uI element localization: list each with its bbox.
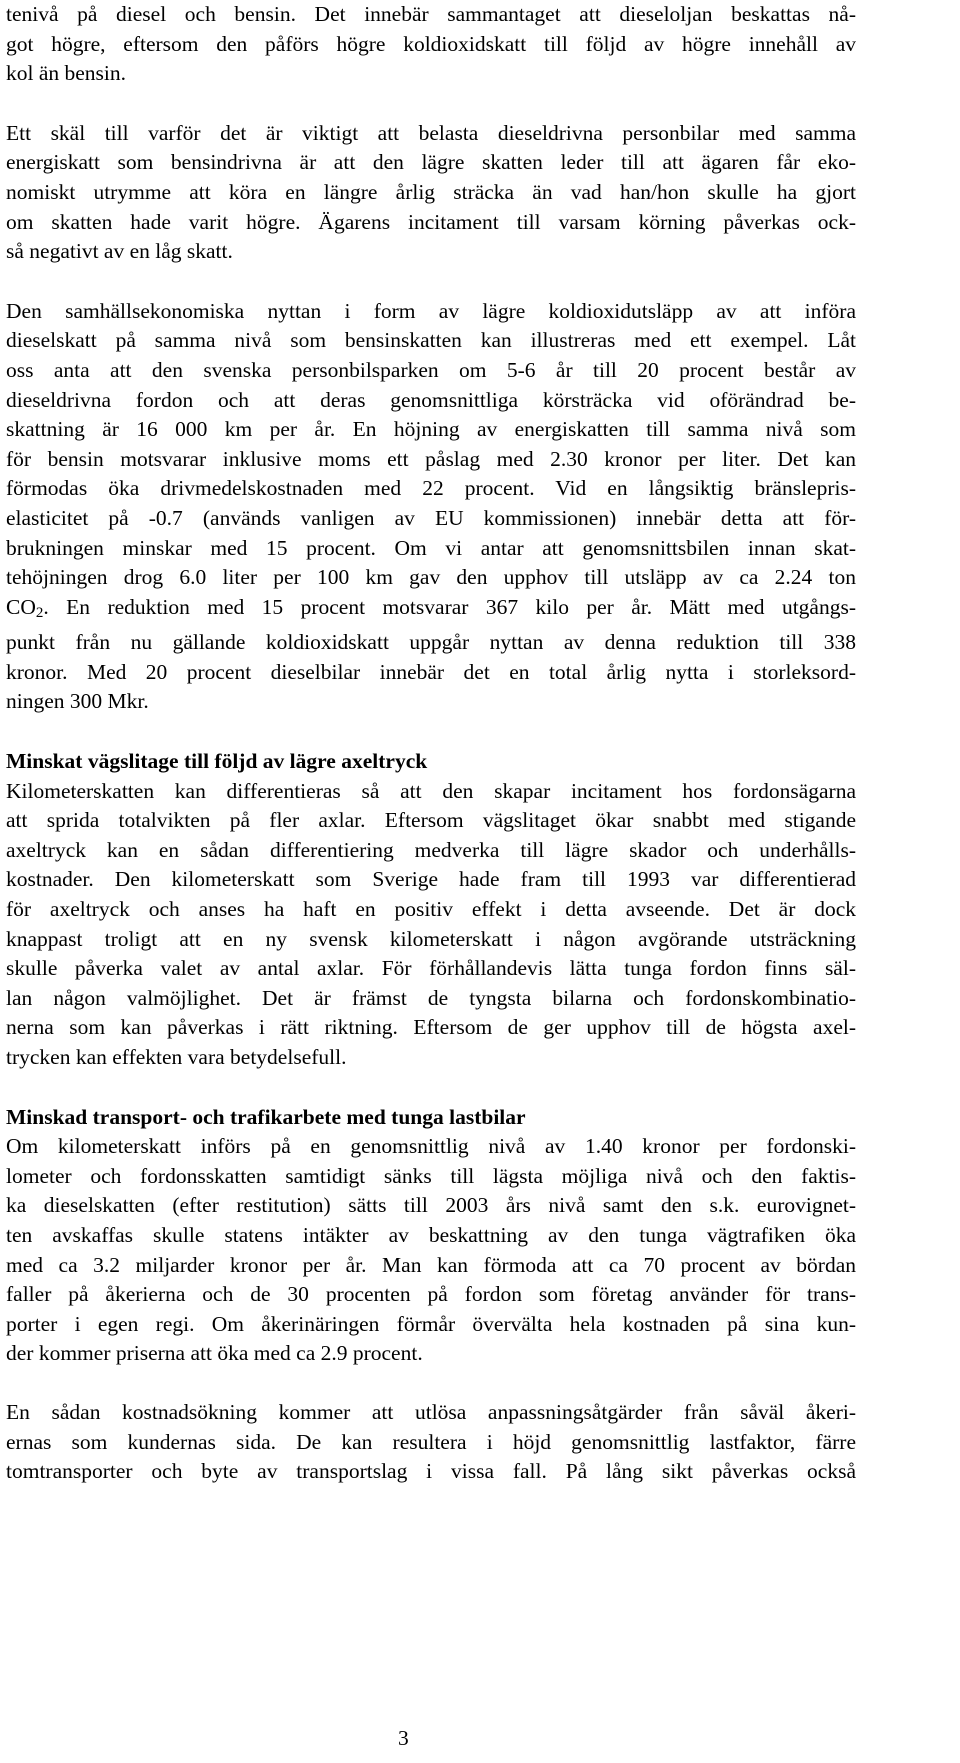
paragraph-gap: [6, 1073, 856, 1103]
text-line: tenivå på diesel och bensin. Det innebär sammantaget att dieseloljan beskattas nå-: [6, 2, 856, 26]
text-line: kronor. Med 20 procent dieselbilar innebär det en total årlig nytta i storleksord-: [6, 659, 856, 684]
text-line: dieseldrivna fordon och att deras genomsnittliga körsträcka vid oförändrad be-: [6, 387, 856, 412]
paragraph-road-wear: [6, 777, 856, 1073]
text-line: ningen 300 Mkr.: [6, 689, 149, 714]
text-line: lan någon valmöjlighet. Det är främst de tyngsta bilarna och fordonskombinatio-: [6, 985, 856, 1010]
text-line: så negativt av en låg skatt.: [6, 239, 233, 264]
text-line: axeltryck kan en sådan differentiering medverka till lägre skador och underhålls-: [6, 837, 856, 862]
text-line: dieselskatt på samma nivå som bensinskatten kan illustreras med ett exempel. Låt: [6, 328, 856, 353]
paragraph-gap: [6, 267, 856, 297]
paragraph-gap: [6, 89, 856, 119]
text-line: elasticitet på -0.7 (används vanligen av EU kommissionen) innebär detta att för-: [6, 505, 856, 530]
text-line: Om kilometerskatt införs på en genomsnittlig nivå av 1.40 kronor per fordonski-: [6, 1134, 856, 1159]
section-heading-road-wear: Minskat vägslitage till följd av lägre axeltryck: [6, 749, 428, 774]
text-line: tehöjningen drog 6.0 liter per 100 km gav den upphov till utsläpp av ca 2.24 ton: [6, 565, 856, 590]
text-line: för bensin motsvarar inklusive moms ett påslag med 2.30 kronor per liter. Det kan: [6, 446, 856, 471]
text-line: ernas som kundernas sida. De kan resultera i höjd genomsnittlig lastfaktor, färre: [6, 1429, 856, 1454]
paragraph-km-tax: [6, 1132, 856, 1369]
text-line: skulle påverka valet av antal axlar. För förhållandevis lätta tunga fordon finns säl-: [6, 956, 856, 981]
text-line: med ca 3.2 miljarder kronor per år. Man kan förmoda att ca 70 procent av bördan: [6, 1252, 856, 1277]
text-line: brukningen minskar med 15 procent. Om vi antar att genomsnittsbilen innan skat-: [6, 535, 856, 560]
text-line: kostnader. Den kilometerskatt som Sverige hade fram till 1993 var differentierad: [6, 867, 856, 892]
text-line: Kilometerskatten kan differentieras så att den skapar incitament hos fordonsägarna: [6, 778, 856, 803]
co2-chemical-symbol: CO: [6, 594, 36, 619]
text-line: Den samhällsekonomiska nyttan i form av lägre koldioxidutsläpp av att införa: [6, 298, 856, 323]
text-line: ka dieselskatten (efter restitution) sätts till 2003 års nivå samt den s.k. eurovignet-: [6, 1193, 856, 1218]
document-page: [6, 0, 856, 1487]
text-line: trycken kan effekten vara betydelsefull.: [6, 1045, 347, 1069]
text-line: att sprida totalvikten på fler axlar. Eftersom vägslitaget ökar snabbt med stigande: [6, 808, 856, 833]
text-line: förmodas öka drivmedelskostnaden med 22 procent. Vid en långsiktig bränslepris-: [6, 476, 856, 501]
text-line: energiskatt som bensindrivna är att den lägre skatten leder till att ägaren får eko-: [6, 150, 856, 175]
text-line: kol än bensin.: [6, 61, 127, 86]
text-line: nomiskt utrymme att köra en längre årlig sträcka än vad han/hon skulle ha gjort: [6, 179, 856, 204]
text-line: nerna som kan påverkas i rätt riktning. Eftersom de ger upphov till de högsta axel-: [6, 1015, 856, 1040]
text-line: tomtransporter och byte av transportslag i vissa fall. På lång sikt påverkas också: [6, 1459, 856, 1484]
text-line: ten avskaffas skulle statens intäkter av beskattning av den tunga vägtrafiken öka: [6, 1222, 856, 1247]
text-line: skattning är 16 000 km per år. En höjning av energiskatten till samma nivå som: [6, 417, 856, 442]
paragraph-gap: [6, 1369, 856, 1398]
text-line: punkt från nu gällande koldioxidskatt uppgår nyttan av denna reduktion till 338: [6, 630, 856, 655]
text-line: faller på åkerierna och de 30 procenten på fordon som företag använder för trans-: [6, 1282, 856, 1307]
text-line: oss anta att den svenska personbilsparken om 5-6 år till 20 procent består av: [6, 357, 856, 382]
text-line: porter i egen regi. Om åkerinäringen förmår övervälta hela kostnaden på sina kun-: [6, 1311, 856, 1336]
text-line: got högre, eftersom den påförs högre koldioxidskatt till följd av högre innehåll av: [6, 31, 856, 56]
co2-subscript: 2: [35, 604, 44, 621]
text-line-co2: [6, 593, 856, 629]
text-line: En sådan kostnadsökning kommer att utlösa anpassningsåtgärder från såväl åkeri-: [6, 1399, 856, 1424]
text-line: lometer och fordonsskatten samtidigt sänks till lägsta möjliga nivå och den faktis-: [6, 1163, 856, 1188]
paragraph-adaptation: [6, 1398, 856, 1487]
text-line: knappast troligt att en ny svensk kilometerskatt i någon avgörande utsträckning: [6, 926, 856, 951]
paragraph-co2-example: [6, 297, 856, 717]
co2-line-rest: . En reduktion med 15 procent motsvarar 367 kilo per år. Mätt med utgångs-: [43, 594, 856, 619]
section-heading-heavy-trucks: Minskad transport- och trafikarbete med tunga lastbilar: [6, 1104, 526, 1129]
text-line: Ett skäl till varför det är viktigt att belasta dieseldrivna personbilar med samma: [6, 120, 856, 145]
text-line: för axeltryck och anses ha haft en positiv effekt i detta avseende. Det är dock: [6, 897, 856, 922]
text-line: der kommer priserna att öka med ca 2.9 procent.: [6, 1341, 423, 1366]
paragraph-gap: [6, 717, 856, 747]
text-line: om skatten hade varit högre. Ägarens incitament till varsam körning påverkas ock-: [6, 209, 856, 234]
paragraph-intro: [6, 0, 856, 89]
page-number: 3: [398, 1726, 409, 1750]
paragraph-diesel-tax-reason: [6, 119, 856, 267]
